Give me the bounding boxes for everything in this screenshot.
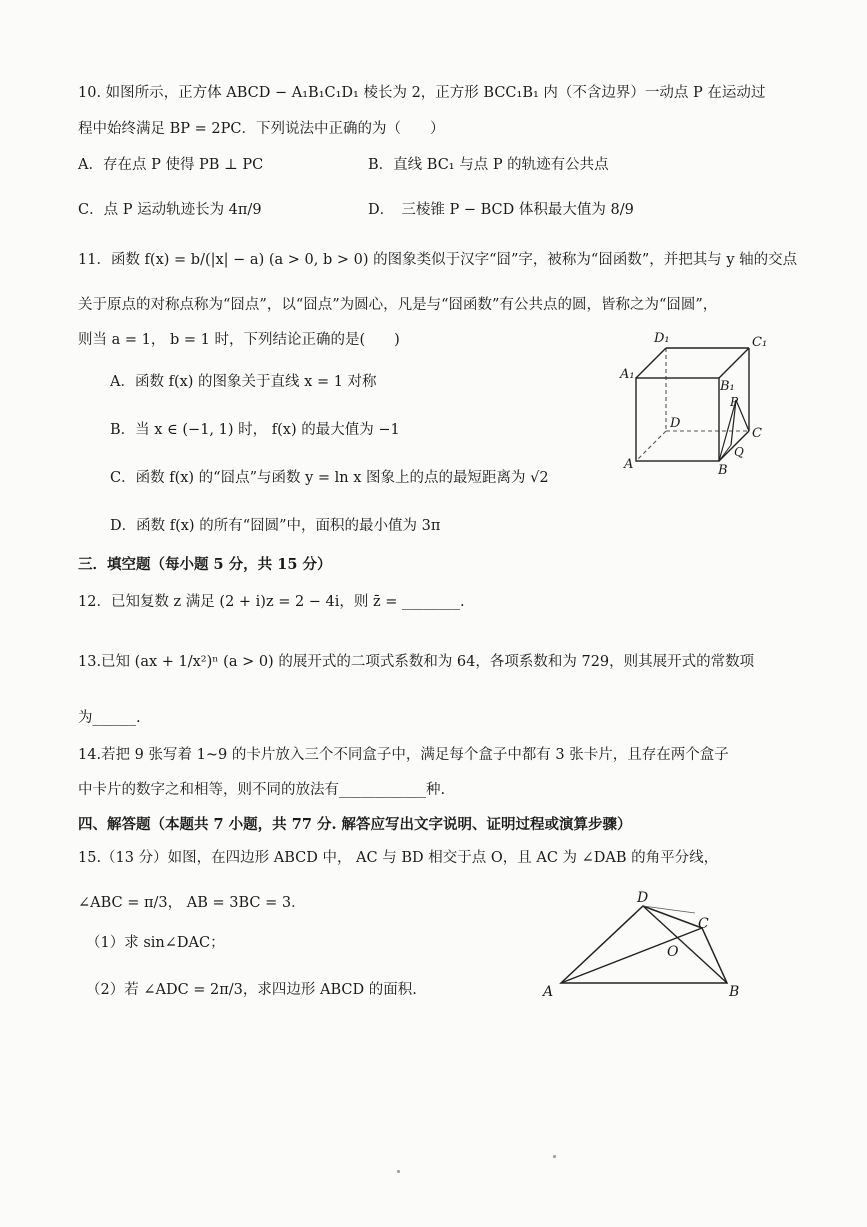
- q12-text: 12．已知复数 z 满足 (2 + i)z = 2 − 4i，则 z̄ = ________.: [78, 594, 465, 610]
- q10-stem-line2: 程中始终满足 BP = 2PC．下列说法中正确的为（ ）: [78, 121, 445, 137]
- q10-stem-line1: 10. 如图所示，正方体 ABCD − A₁B₁C₁D₁ 棱长为 2，正方形 BCC₁B₁ 内（不含边界）一动点 P 在运动过: [78, 85, 766, 101]
- section-3-heading: 三．填空题（每小题 5 分，共 15 分）: [78, 556, 332, 573]
- q14-line1: 14.若把 9 张写着 1~9 的卡片放入三个不同盒子中，满足每个盒子中都有 3 张卡片，且存在两个盒子: [78, 747, 729, 763]
- quad-label-b: B: [729, 984, 740, 1000]
- cube-label-d: D: [670, 416, 681, 431]
- cube-label-a: A: [624, 457, 634, 472]
- q15-part1: （1）求 sin∠DAC；: [86, 935, 225, 951]
- cube-label-b: B: [718, 463, 728, 478]
- cube-label-a1: A₁: [620, 367, 635, 382]
- scan-speck: [553, 1155, 556, 1158]
- quadrilateral-figure: [535, 888, 755, 1003]
- cube-label-d1: D₁: [654, 331, 670, 346]
- q11-option-b: B．当 x ∈ (−1, 1) 时， f(x) 的最大值为 −1: [110, 422, 400, 438]
- quad-label-a: A: [543, 984, 554, 1000]
- q10-option-a: A．存在点 P 使得 PB ⊥ PC: [78, 157, 264, 173]
- cube-label-p: P: [730, 395, 739, 409]
- q15-line2: ∠ABC = π/3， AB = 3BC = 3．: [78, 895, 306, 911]
- q11-stem-line2: 关于原点的对称点称为“囧点”，以“囧点”为圆心，凡是与“囧函数”有公共点的圆，皆称之为“囧圆”，: [78, 297, 718, 313]
- cube-label-c: C: [752, 426, 762, 441]
- q13-line1: 13.已知 (ax + 1/x²)ⁿ (a > 0) 的展开式的二项式系数和为 64，各项系数和为 729，则其展开式的常数项: [78, 654, 755, 670]
- quad-label-d: D: [637, 890, 649, 906]
- cube-label-q: Q: [734, 445, 744, 459]
- scan-speck: [397, 1170, 400, 1173]
- q11-option-d: D．函数 f(x) 的所有“囧圆”中，面积的最小值为 3π: [110, 518, 441, 534]
- q11-option-a: A．函数 f(x) 的图象关于直线 x = 1 对称: [110, 374, 377, 390]
- q10-option-c: C．点 P 运动轨迹长为 4π/9: [78, 202, 262, 218]
- cube-label-b1: B₁: [720, 379, 735, 394]
- q13-line2: 为______.: [78, 710, 141, 726]
- cube-figure: [618, 328, 778, 478]
- q11-stem-line1: 11．函数 f(x) = b/(|x| − a) (a > 0, b > 0) 的图象类似于汉字“囧”字，被称为“囧函数”，并把其与 y 轴的交点: [78, 252, 798, 268]
- q11-stem-line3: 则当 a = 1， b = 1 时，下列结论正确的是( ): [78, 332, 400, 348]
- q10-option-d: D． 三棱锥 P − BCD 体积最大值为 8/9: [368, 202, 634, 218]
- quad-label-c: C: [698, 916, 709, 932]
- section-4-heading: 四、解答题（本题共 7 小题，共 77 分. 解答应写出文字说明、证明过程或演算步骤）: [78, 816, 632, 833]
- q11-option-c: C．函数 f(x) 的“囧点”与函数 y = ln x 图象上的点的最短距离为 √2: [110, 470, 549, 486]
- q10-option-b: B．直线 BC₁ 与点 P 的轨迹有公共点: [368, 157, 609, 173]
- q15-part2: （2）若 ∠ADC = 2π/3，求四边形 ABCD 的面积.: [86, 982, 417, 998]
- quad-label-o: O: [667, 944, 679, 960]
- q14-line2: 中卡片的数字之和相等，则不同的放法有____________种.: [78, 782, 446, 798]
- cube-label-c1: C₁: [752, 335, 768, 350]
- q15-line1: 15.（13 分）如图，在四边形 ABCD 中， AC 与 BD 相交于点 O，且 AC 为 ∠DAB 的角平分线，: [78, 850, 719, 866]
